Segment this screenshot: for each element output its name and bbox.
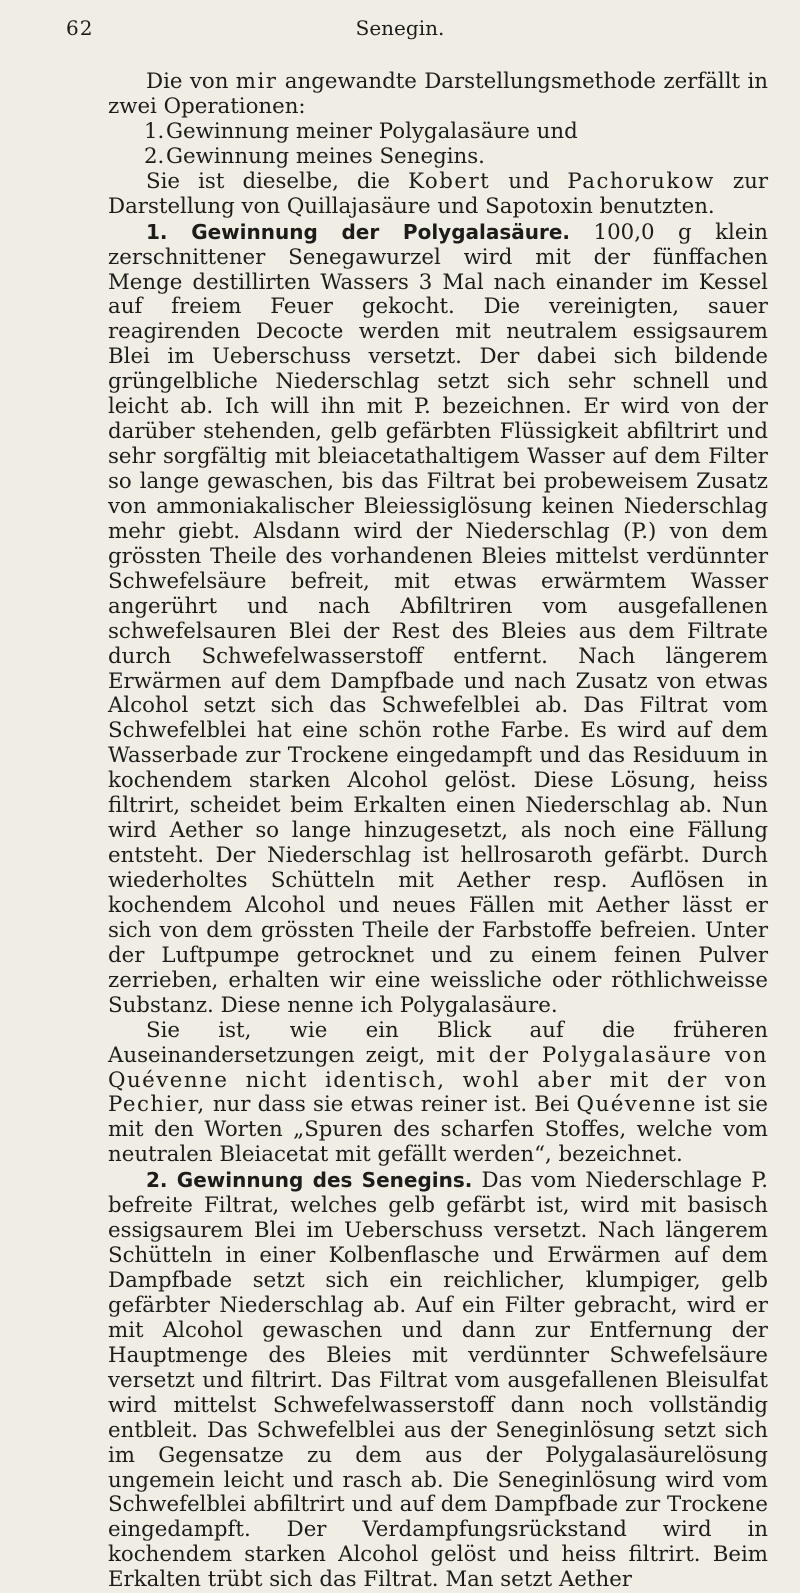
intro-paragraph	[108, 70, 768, 120]
operation-number: 2.	[144, 143, 165, 169]
operation-item	[108, 145, 768, 170]
body-text	[108, 70, 768, 1593]
section-2-heading: 2. Gewinnung des Senegins.	[146, 1168, 473, 1193]
paragraph-text: zur Darstellung von Quillajasäure und Sapotoxin benutzten.	[108, 168, 769, 219]
intro-emphasis: mir	[235, 69, 278, 94]
author-name: Quévenne	[576, 1092, 697, 1118]
method-source-paragraph	[108, 170, 768, 220]
intro-text-end: angewandte Darstellungsmethode zerfällt in zwei Operationen:	[108, 69, 768, 119]
paragraph-text: nur dass sie etwas reiner ist. Bei	[205, 1092, 577, 1118]
paragraph-text: ist sie mit den Worten „Spuren des scharfen Stoffes, welche vom neutralen Bleiacetat mit gefällt werden“, bezeichnet.	[108, 1092, 768, 1168]
paragraph-text: Sie ist dieselbe, die	[146, 168, 409, 194]
author-name: Kobert	[408, 168, 491, 194]
section-1-paragraph	[108, 220, 768, 1019]
running-title: Senegin.	[355, 16, 445, 40]
section-2-text: Das vom Niederschlage P. befreite Filtrat, welches gelb gefärbt ist, wird mit basisch essigsaurem Blei im Ueberschuss versetzt. Nach längerem Schütteln in einer Kolbenflasche und Erwärmen auf dem Dampfbade setzt sich ein reichlicher, klumpiger, gelb gefärbter Niederschlag ab. Auf ein Filter gebracht, wird er mit Alcohol gewaschen und dann zur Entfernung der Hauptmenge des Bleies mit verdünnter Schwefelsäure versetzt und filtrirt. Das Filtrat vom ausgefallenen Bleisulfat wird mittelst Schwefelwasserstoff dann noch vollständig entbleit. Das Schwefelblei aus der Seneginlösung setzt sich im Gegensatze zu dem aus der Polygalasäurelösung ungemein leicht und rasch ab. Die Seneginlösung wird vom Schwefelblei abfiltrirt und auf dem Dampfbade zur Trockene eingedampft. Der Verdampfungsrückstand wird in kochendem starken Alcohol gelöst und heiss filtrirt. Beim Erkalten trübt sich das Filtrat. Man setzt Aether	[108, 1168, 768, 1593]
operation-text: Gewinnung meines Senegins.	[166, 143, 485, 169]
operation-item	[108, 120, 768, 145]
comparison-paragraph	[108, 1019, 768, 1169]
author-name: Pachorukow	[567, 168, 715, 194]
section-2-paragraph	[108, 1168, 768, 1593]
operation-text: Gewinnung meiner Polygalasäure und	[166, 118, 578, 144]
intro-text: Die von	[146, 69, 236, 94]
section-1-text: 100,0 g klein zerschnittener Senegawurzel wird mit der fünffachen Menge destillirten Wassers 3 Mal nach einander im Kessel auf freiem Feuer gekocht. Die vereinigten, sauer reagirenden Decocte werden mit neutralem essigsaurem Blei im Ueberschuss versetzt. Der dabei sich bildende grüngelbliche Niederschlag setzt sich sehr schnell und leicht ab. Ich will ihn mit P. bezeichnen. Er wird von der darüber stehenden, gelb gefärbten Flüssigkeit abfiltrirt und sehr sorgfältig mit bleiacetathaltigem Wasser auf dem Filter so lange gewaschen, bis das Filtrat bei probeweisem Zusatz von ammoniakalischer Bleiessiglösung keinen Niederschlag mehr giebt. Alsdann wird der Niederschlag (P.) von dem grössten Theile des vorhandenen Bleies mittelst verdünnter Schwefelsäure befreit, mit etwas erwärmtem Wasser angerührt und nach Abfiltriren vom ausgefallenen schwefelsauren Blei der Rest des Bleies aus dem Filtrate durch Schwefelwasserstoff entfernt. Nach längerem Erwärmen auf dem Dampfbade und nach Zusatz von etwas Alcohol setzt sich das Schwefelblei ab. Das Filtrat vom Schwefelblei hat eine schön rothe Farbe. Es wird auf dem Wasserbade zur Trockene eingedampft und das Residuum in kochendem starken Alcohol gelöst. Diese Lösung, heiss filtrirt, scheidet beim Erkalten einen Niederschlag ab. Nun wird Aether so lange hinzugesetzt, als noch eine Fällung entsteht. Der Niederschlag ist hellrosaroth gefärbt. Durch wiederholtes Schütteln mit Aether resp. Auflösen in kochendem Alcohol und neues Fällen mit Aether lässt er sich von dem grössten Theile der Farbstoffe befreien. Unter der Luftpumpe getrocknet und zu einem feinen Pulver zerrieben, erhalten wir eine weissliche oder röthlichweisse Substanz. Diese nenne ich Polygalasäure.	[108, 219, 768, 1018]
page-number: 62	[66, 16, 94, 40]
operation-number: 1.	[144, 118, 165, 144]
section-1-heading: 1. Gewinnung der Polygalasäure.	[146, 219, 571, 244]
paragraph-text: Sie ist, wie ein Blick auf die früheren Auseinandersetzungen zeigt,	[108, 1017, 768, 1068]
paragraph-text: und	[490, 168, 568, 194]
emphasized-text: mit der Polygalasäure von Quévenne nicht identisch, wohl aber mit der von Pechier,	[108, 1042, 768, 1118]
